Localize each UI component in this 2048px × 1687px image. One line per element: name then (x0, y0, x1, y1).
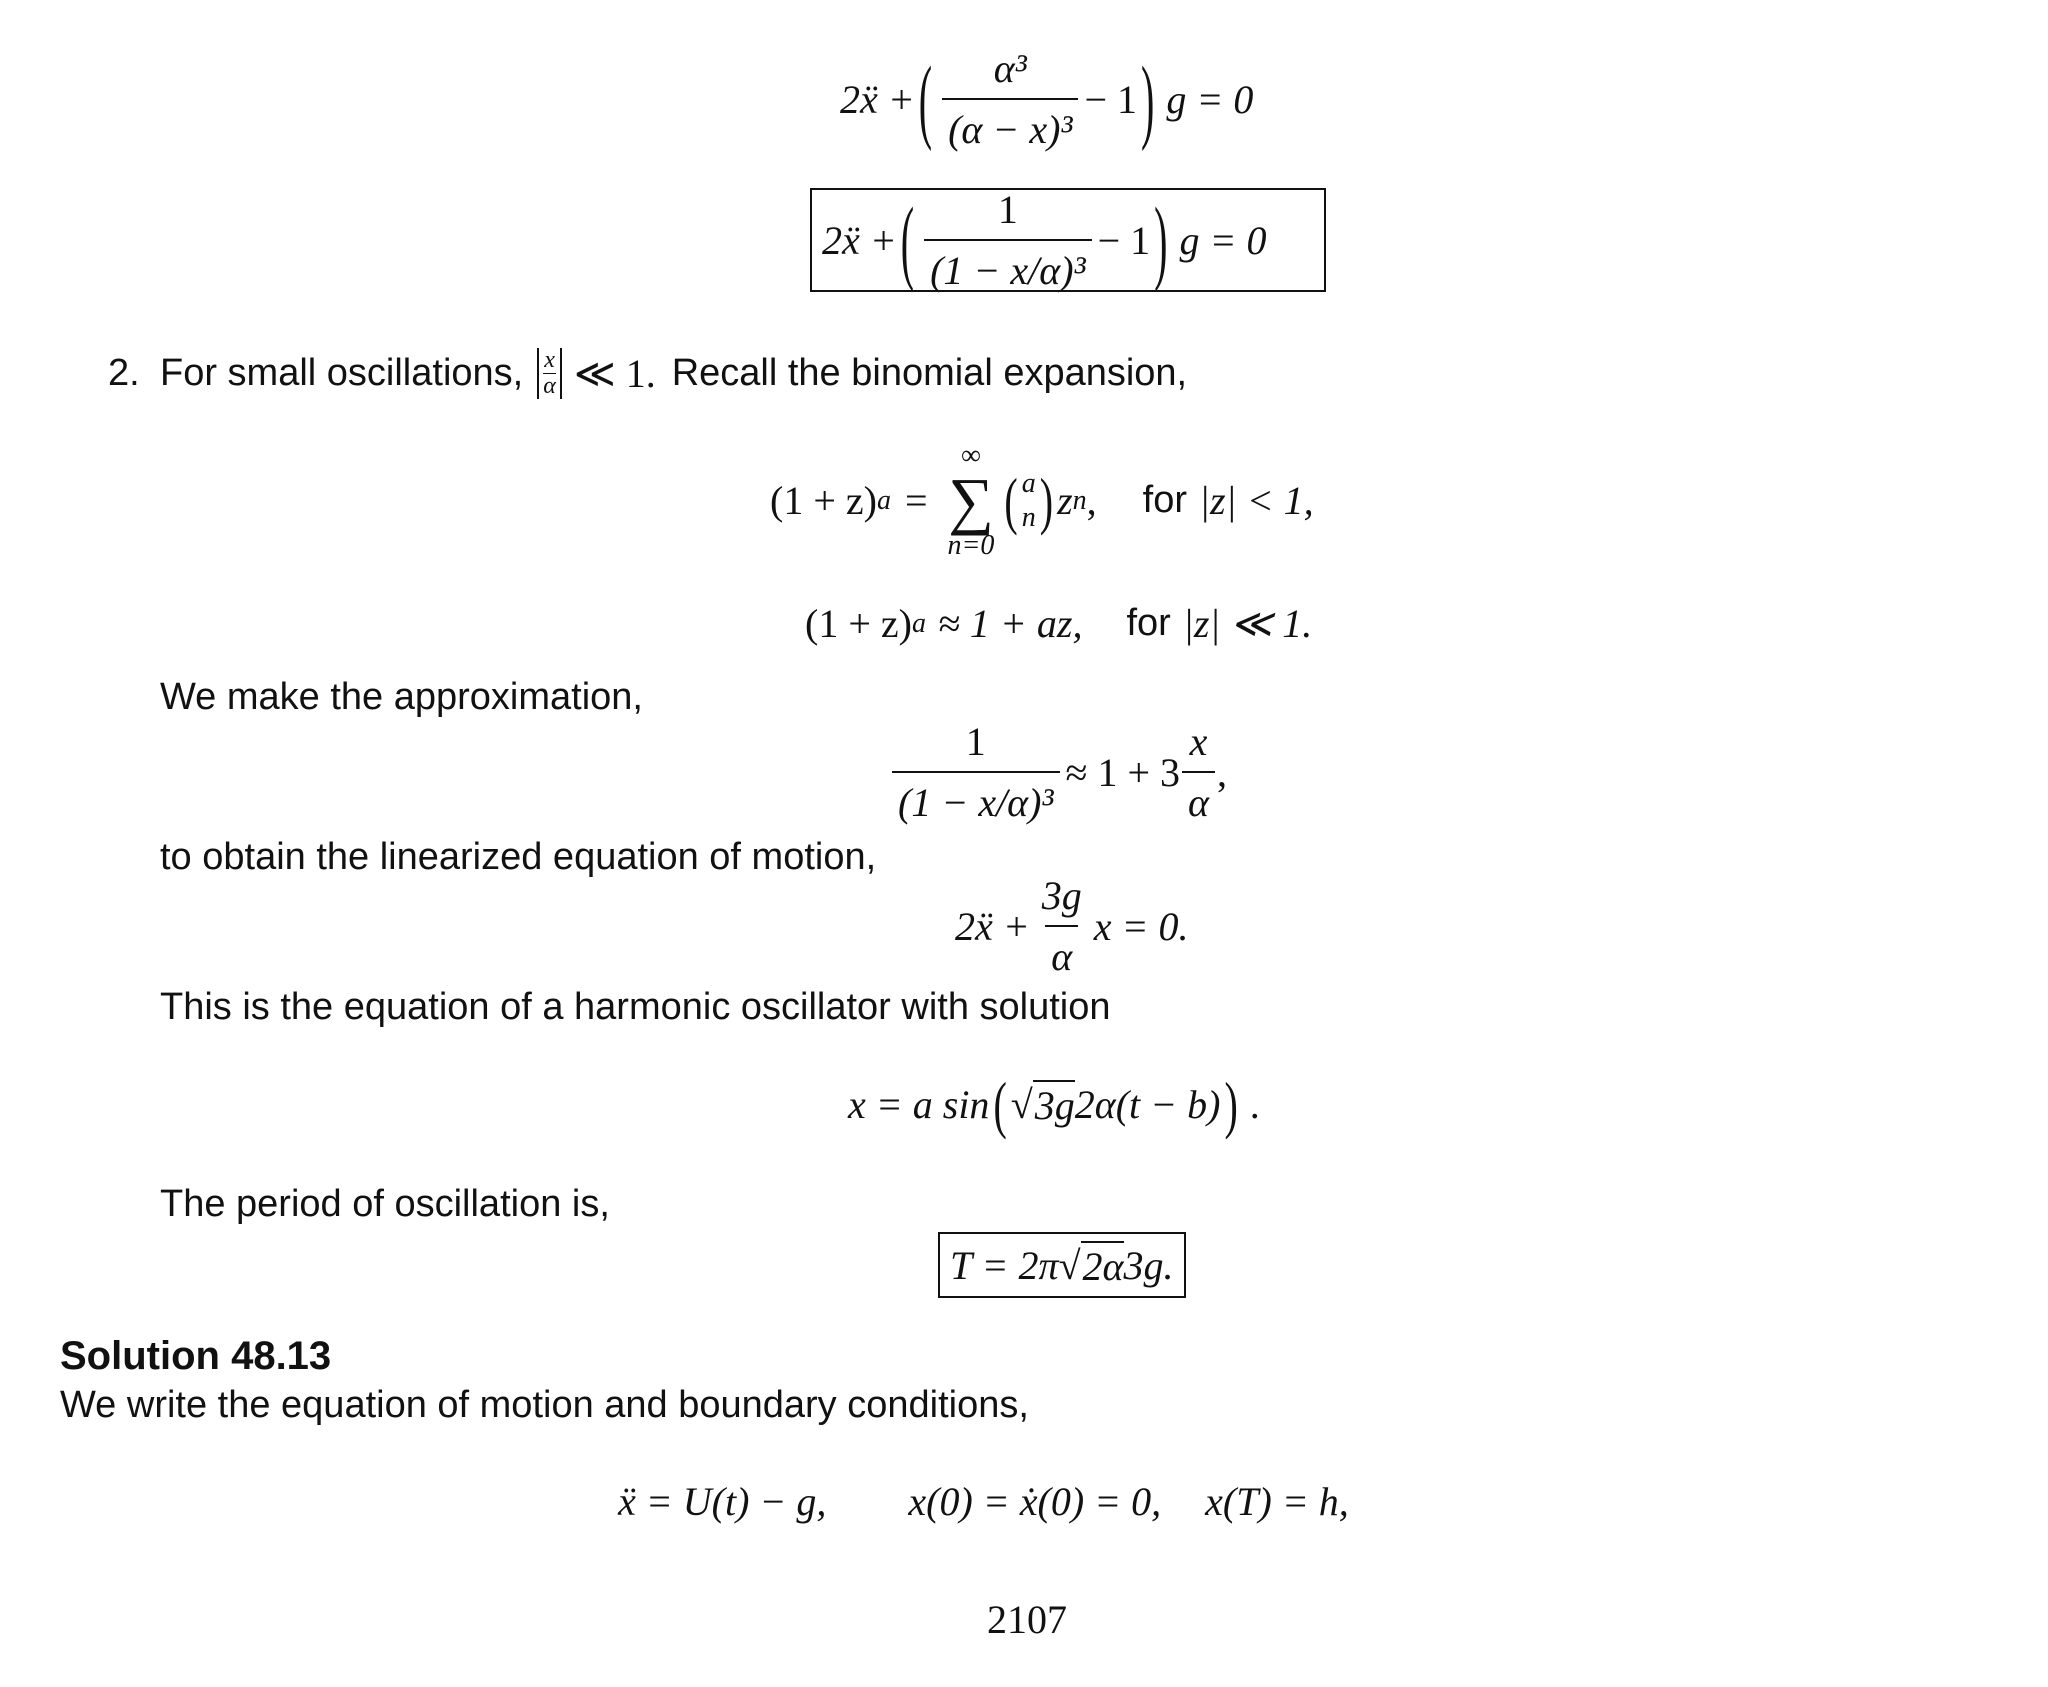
approx-cond: |z| ≪ 1. (1182, 601, 1313, 646)
linear-numerator: 3g (1041, 873, 1082, 918)
sum-top: ∞ (960, 440, 981, 471)
eq-top-lhs: 2ẍ + (840, 76, 915, 122)
page-number: 2107 (987, 1597, 1067, 1642)
linear-intro: to obtain the linearized equation of motion, (160, 836, 877, 878)
approx-small-num: x (1189, 719, 1208, 764)
eq-boxed-lhs: 2ẍ + (822, 217, 897, 263)
left-paren: ( (918, 46, 933, 152)
summation (948, 440, 995, 562)
linear-fraction (1036, 872, 1088, 980)
equation-top (840, 45, 1253, 153)
eq-top-fraction (942, 45, 1078, 153)
motion-equation (618, 1478, 1349, 1525)
sqrt-sign: √ (1058, 1242, 1081, 1288)
left-paren: ( (993, 1068, 1007, 1141)
sqrt-sign: √ (1010, 1082, 1033, 1127)
solution-tail: . (1249, 1082, 1260, 1127)
period-sqrt-content: 2α (1081, 1241, 1124, 1290)
item2-ll-one: ≪ 1. (573, 351, 656, 397)
left-paren: ( (900, 187, 915, 293)
item2-text-b: Recall the binomial expansion, (671, 352, 1188, 395)
binomial-z: z (1057, 478, 1073, 524)
approx-small-den: α (1182, 771, 1215, 826)
left-paren: ( (1004, 464, 1018, 537)
approx-tail: , (1217, 749, 1228, 795)
sum-bottom: n=0 (947, 529, 995, 561)
eq-boxed-minus-one: − 1 (1097, 217, 1151, 263)
approx-fraction (892, 718, 1060, 826)
right-paren: ) (1039, 464, 1054, 537)
solution-equation (848, 1068, 1260, 1141)
approx-small-fraction (1182, 718, 1215, 826)
binom-bottom: n (1021, 501, 1036, 533)
solution-sqrt-content: 3g (1033, 1080, 1075, 1129)
eq-top-rhs: g = 0 (1166, 76, 1254, 122)
approx-intro: We make the approximation, (160, 676, 643, 718)
right-paren: ) (1141, 46, 1155, 152)
linear-denominator: α (1045, 925, 1078, 980)
motion-part3: x(T) = h, (1205, 1479, 1349, 1524)
abs-fraction-num: x (544, 347, 555, 373)
motion-part2: x(0) = ẋ(0) = 0, (908, 1479, 1162, 1524)
abs-fraction (537, 348, 562, 399)
abs-fraction-den: α (543, 373, 556, 400)
approx-lhs: (1 + z) (805, 601, 912, 646)
right-paren: ) (1224, 1068, 1238, 1141)
solution-lhs: x = a sin (848, 1082, 990, 1127)
list-item-number: 2. (108, 352, 140, 394)
binomial-cond: |z| < 1, (1199, 478, 1314, 524)
item2-line (160, 348, 1187, 399)
linear-equation (955, 872, 1189, 980)
approx-for: for (1126, 602, 1171, 644)
period-lhs: T = 2π (950, 1242, 1059, 1288)
section-heading: Solution 48.13 (60, 1334, 332, 1378)
harmonic-intro: This is the equation of a harmonic oscillator with solution (160, 986, 1111, 1028)
equation-boxed (810, 188, 1326, 292)
eq-boxed-denominator: (1 − x/α)³ (924, 239, 1092, 294)
motion-part1: ẍ = U(t) − g, (618, 1479, 827, 1524)
sum-symbol: ∑ (948, 465, 994, 536)
eq-boxed-fraction (924, 186, 1092, 294)
binomial-equation (770, 440, 1314, 562)
approx-numerator: 1 (965, 719, 986, 764)
approx-rhs-a: ≈ 1 + 3 (1065, 749, 1181, 795)
binomial-exp: a (876, 484, 891, 516)
binomial-comma: , (1086, 478, 1097, 524)
eq-boxed-numerator: 1 (997, 187, 1018, 232)
binomial-approx-equation (805, 600, 1312, 647)
binomial-zn-exp: n (1072, 484, 1087, 516)
approx-exp: a (911, 607, 926, 639)
linear-rhs: x = 0. (1093, 903, 1189, 949)
eq-boxed-rhs: g = 0 (1179, 217, 1267, 263)
approximation-equation (886, 718, 1227, 826)
binomial-coefficient (1022, 467, 1036, 534)
binomial-lhs: (1 + z) (770, 478, 877, 524)
binomial-for: for (1142, 479, 1188, 522)
binom-top: a (1021, 468, 1036, 500)
period-equation (938, 1232, 1186, 1298)
approx-rhs: ≈ 1 + az, (937, 601, 1083, 646)
eq-top-numerator: α³ (993, 46, 1027, 91)
motion-intro: We write the equation of motion and boundary conditions, (60, 1384, 1029, 1426)
right-paren: ) (1154, 187, 1168, 293)
approx-denominator: (1 − x/α)³ (892, 771, 1060, 826)
linear-lhs: 2ẍ + (955, 903, 1030, 949)
period-intro: The period of oscillation is, (160, 1183, 610, 1225)
period-tail: 3g. (1123, 1242, 1174, 1288)
binomial-eq: = (904, 478, 928, 524)
eq-top-denominator: (α − x)³ (942, 98, 1078, 153)
eq-top-minus-one: − 1 (1084, 76, 1138, 122)
item2-text-a: For small oscillations, (160, 352, 524, 395)
solution-after-sqrt: 2α(t − b) (1074, 1082, 1221, 1127)
